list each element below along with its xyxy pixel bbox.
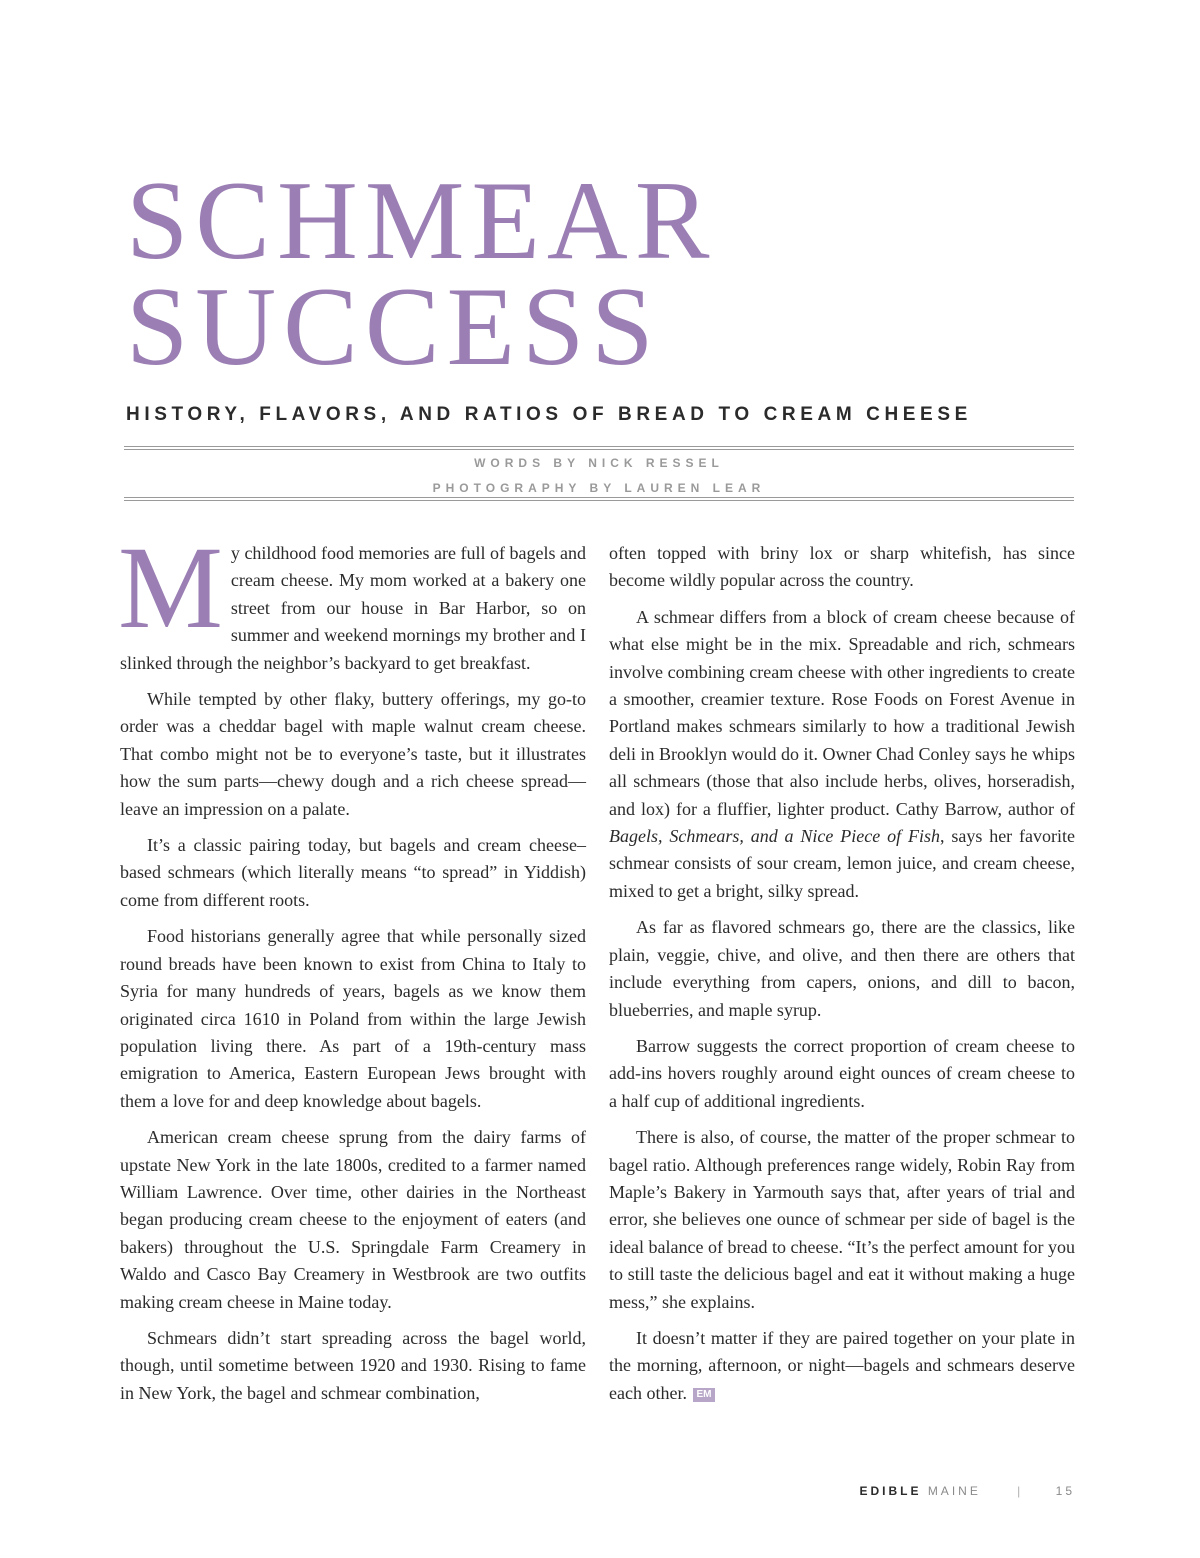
paragraph-text: y childhood food memories are full of bagels and cream cheese. My mom worked at a bakery one street from our house in Bar Harbor, so on summer and weekend mornings my brother and I slinked through the neighbor’s backyard to get breakfast. bbox=[120, 543, 586, 673]
article-column-left bbox=[118, 522, 586, 1416]
title-line-2: SUCCESS bbox=[126, 265, 661, 389]
paragraph: Schmears didn’t start spreading across the bagel world, though, until sometime between 1920 and 1930. Rising to fame in New York, the bagel and schmear combination, bbox=[120, 1327, 586, 1403]
end-mark-icon: EM bbox=[693, 1388, 715, 1402]
title-line-1: SCHMEAR bbox=[126, 159, 717, 283]
byline-words: WORDS BY NICK RESSEL bbox=[474, 456, 724, 470]
paragraph: Food historians generally agree that while personally sized round breads have been known to exist from China to Italy to Syria for many hundreds of years, bagels as we know them originated circa 1610 in Poland from within the large Jewish population living there. As part of a 19th-century mass emigration to America, Eastern European Jews brought with them a love for and deep knowledge about bagels. bbox=[120, 926, 586, 1111]
bottom-divider bbox=[124, 497, 1074, 501]
paragraph: While tempted by other flaky, buttery offerings, my go-to order was a cheddar bagel with maple walnut cream cheese. That combo might not be to everyone’s taste, but it illustrates how the sum parts—chewy dough and a rich cheese spread—leave an impression on a palate. bbox=[120, 689, 586, 819]
paragraph: Barrow suggests the correct proportion of cream cheese to add-ins hovers roughly around eight ounces of cream cheese to a half cup of additional ingredients. bbox=[609, 1035, 1075, 1111]
paragraph: It’s a classic pairing today, but bagels and cream cheese–based schmears (which literally means “to spread” in Yiddish) come from different roots. bbox=[120, 835, 586, 910]
paragraph: There is also, of course, the matter of the proper schmear to bagel ratio. Although preferences range widely, Robin Ray from Maple’s Bakery in Yarmouth says that, after years of trial and error, she believes one ounce of schmear per side of bagel is the ideal balance of bread to cheese. “It’s the perfect amount for you to still taste the delicious bagel and eat it without making a huge mess,” she explains. bbox=[609, 1127, 1075, 1312]
paragraph bbox=[609, 1325, 1075, 1407]
paragraph: American cream cheese sprung from the dairy farms of upstate New York in the late 1800s, credited to a farmer named William Lawrence. Over time, other dairies in the Northeast began producing cream cheese to the enjoyment of eaters (and bakers) throughout the U.S. Springdale Farm Creamery in Waldo and Casco Bay Creamery in Westbrook are two outfits making cream cheese in Maine today. bbox=[120, 1127, 586, 1312]
top-divider bbox=[124, 446, 1074, 450]
book-title: Bagels, Schmears, and a Nice Piece of Fish bbox=[609, 826, 940, 847]
paragraph bbox=[118, 522, 586, 677]
article-title bbox=[126, 159, 717, 389]
page-footer bbox=[800, 1484, 1075, 1498]
footer-brand: EDIBLE bbox=[859, 1484, 922, 1498]
page-number: 15 bbox=[1055, 1484, 1075, 1498]
footer-separator: | bbox=[1017, 1484, 1024, 1498]
paragraph bbox=[609, 604, 1075, 905]
article-column-right bbox=[609, 540, 1075, 1416]
byline-photography: PHOTOGRAPHY BY LAUREN LEAR bbox=[432, 481, 766, 495]
paragraph: often topped with briny lox or sharp whitefish, has since become wildly popular across the country. bbox=[609, 543, 1075, 591]
paragraph-text: , says her favorite schmear consists of sour cream, lemon juice, and cream cheese, mixed to get a bright, silky spread. bbox=[609, 826, 1076, 901]
drop-cap: M bbox=[118, 522, 223, 653]
article-subtitle: HISTORY, FLAVORS, AND RATIOS OF BREAD TO CREAM CHEESE bbox=[126, 404, 972, 425]
paragraph-text: It doesn’t matter if they are paired together on your plate in the morning, afternoon, or night—bagels and schmears deserve each other. bbox=[609, 1327, 1075, 1403]
footer-magazine: MAINE bbox=[927, 1484, 981, 1498]
paragraph: As far as flavored schmears go, there are the classics, like plain, veggie, chive, and olive, and then there are others that include everything from capers, onions, and dill to bacon, blueberries, and maple syrup. bbox=[609, 917, 1075, 1020]
paragraph-text: A schmear differs from a block of cream cheese because of what else might be in the mix. Spreadable and rich, schmears involve combining cream cheese with other ingredients to create a smoother, creamier texture. Rose Foods on Forest Avenue in Portland makes schmears similarly to how a traditional Jewish deli in Brooklyn would do it. Owner Chad Conley says he whips all schmears (those that also include herbs, olives, horseradish, and lox) for a fluffier, lighter product. Cathy Barrow, author of bbox=[609, 606, 1075, 819]
